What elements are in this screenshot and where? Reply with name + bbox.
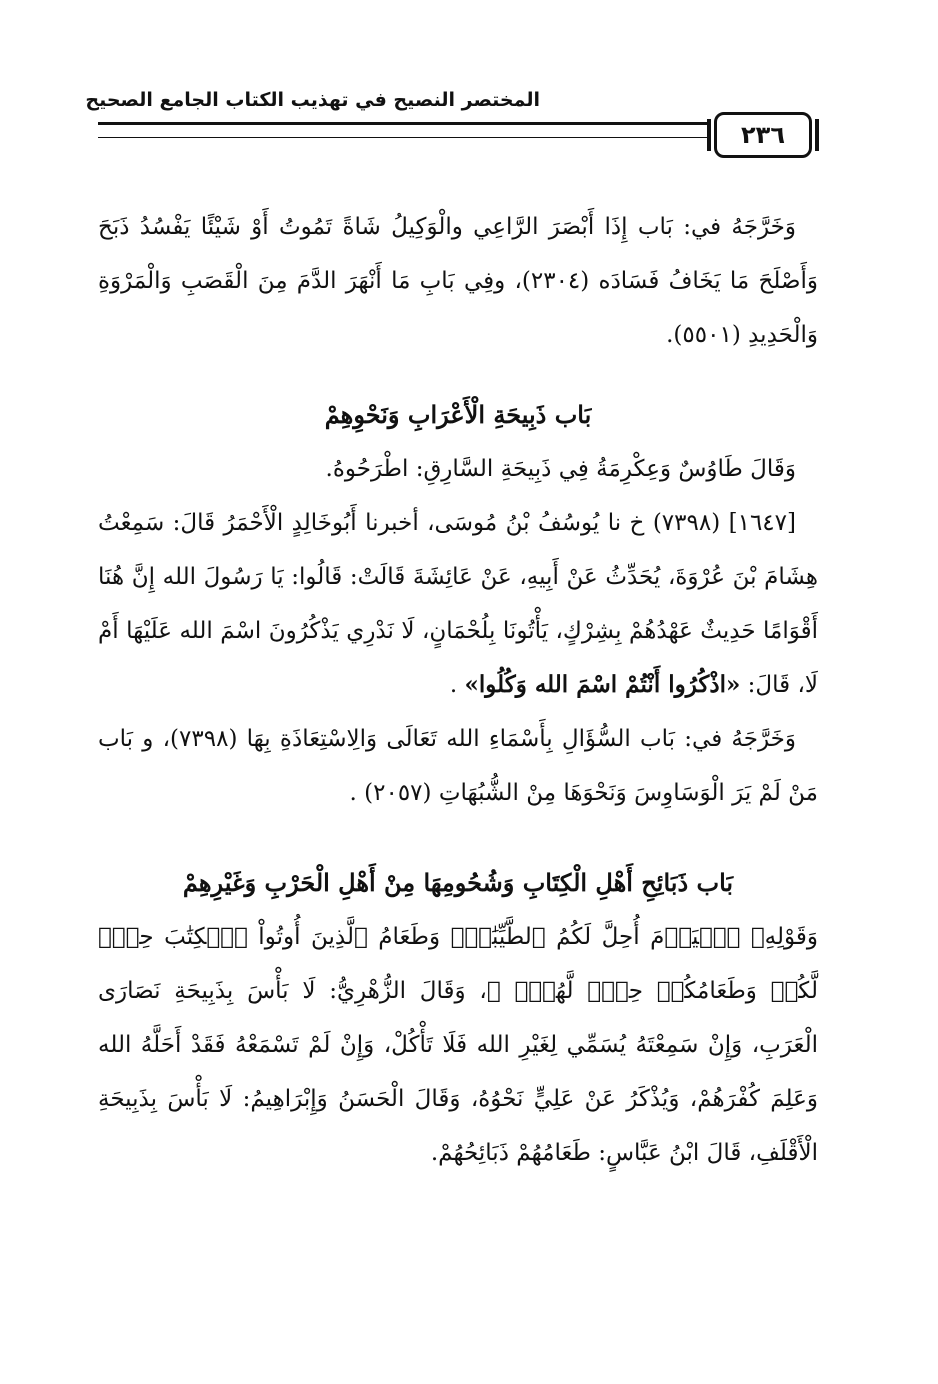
hadith-quote: «اذْكُرُوا أَنْتُمْ اسْمَ الله وَكُلُوا» bbox=[464, 671, 741, 698]
chapter-intro-1: وَقَالَ طَاوُسٌ وَعِكْرِمَةُ فِي ذَبِيحَةِ السَّارِقِ: اطْرَحُوهُ. bbox=[325, 456, 796, 482]
hadith-paragraph bbox=[98, 496, 818, 712]
header-rule bbox=[98, 122, 710, 125]
page-number: ٢٣٦ bbox=[714, 112, 812, 158]
chapter-text-2: وَقَوْلِهِ﴿ ٱلۡيَوۡمَ أُحِلَّ لَكُمُ ٱلطَّيِّبَٰتُۖ وَطَعَامُ ٱلَّذِينَ أُوتُواْ ٱلۡكِتَٰبَ حِلّٞ لَّكُمۡ وَطَعَامُكُمۡ حِلّٞ لَّهُمۡۖ ﴾، وَقَالَ الزُّهْرِيُّ: لَا بَأْسَ بِذَبِيحَةِ نَصَارَى الْعَرَبِ، وَإِنْ سَمِعْتَهُ يُسَمِّي لِغَيْرِ الله فَلَا تَأْكُلْ، وَإِنْ لَمْ تَسْمَعْهُ فَقَدْ أَحَلَّهُ الله وَعَلِمَ كُفْرَهُمْ، وَيُذْكَرُ عَنْ عَلِيٍّ نَحْوُهُ، وَقَالَ الْحَسَنُ وَإِبْرَاهِيمُ: لَا بَأْسَ بِذَبِيحَةِ الْأَقْلَفِ، قَالَ ابْنُ عَبَّاسٍ: طَعَامُهُمْ ذَبَائِحُهُمْ. bbox=[98, 924, 818, 1166]
running-header-title: المختصر النصيح في تهذيب الكتاب الجامع الصحيح bbox=[85, 89, 540, 111]
chapter-title-1: بَاب ذَبِيحَةِ الْأَعْرَابِ وَنَحْوِهِمْ bbox=[324, 400, 592, 429]
paragraph-takhrij-1: وَخَرَّجَهُ في: بَاب إِذَا أَبْصَرَ الرَّاعِي والْوَكِيلُ شَاةً تَمُوتُ أَوْ شَيْئًا يَفْسُدُ ذَبَحَ وَأَصْلَحَ مَا يَخَافُ فَسَادَه (٢٣٠٤)، وفِي بَابِ مَا أَنْهَرَ الدَّمَ مِنَ الْقَصَبِ وَالْمَرْوَةِ وَالْحَدِيدِ (٥٥٠١). bbox=[98, 214, 818, 348]
hadith-text: [١٦٤٧] (٧٣٩٨) خ نا يُوسُفُ بْنُ مُوسَى، أخبرنا أَبُوخَالِدٍ الْأَحْمَرُ قَالَ: سَمِعْتُ هِشَامَ بْنَ عُرْوَةَ، يُحَدِّثُ عَنْ أَبِيهِ، عَنْ عَائِشَةَ قَالَتْ: قَالُوا: يَا رَسُولَ الله إِنَّ هُنَا أَقْوَامًا حَدِيثٌ عَهْدُهُمْ بِشِرْكٍ، يَأْتُونَا بِلُحْمَانٍ، لَا نَدْرِي يَذْكُرُونَ اسْمَ الله عَلَيْهَا أَمْ لَا، قَالَ: bbox=[98, 510, 818, 698]
paragraph-takhrij-2: وَخَرَّجَهُ في: بَاب السُّؤَالِ بِأَسْمَاءِ الله تَعَالَى وَالِاسْتِعَاذَةِ بِهَا (٧٣٩٨)، و بَاب مَنْ لَمْ يَرَ الْوَسَاوِسَ وَنَحْوَهَا مِنْ الشُّبُهَاتِ (٢٠٥٧) . bbox=[98, 726, 818, 806]
hadith-end: . bbox=[449, 672, 458, 698]
page-body bbox=[98, 200, 818, 1180]
header-rule-thin bbox=[98, 137, 710, 138]
chapter-title-2: بَاب ذَبَائِحِ أَهْلِ الْكِتَابِ وَشُحُومِهَا مِنْ أَهْلِ الْحَرْبِ وَغَيْرِهِمْ bbox=[182, 868, 734, 897]
